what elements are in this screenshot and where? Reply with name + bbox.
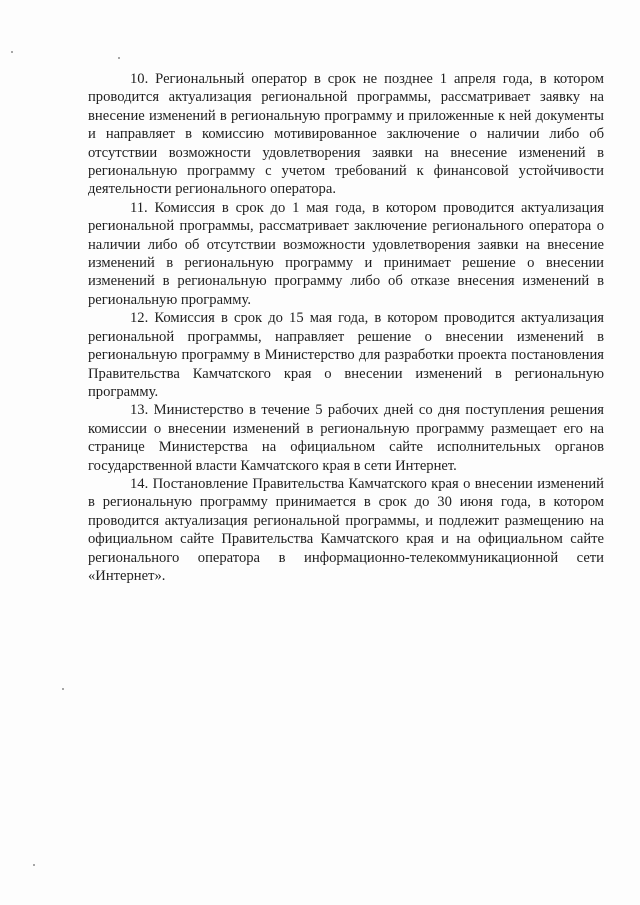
- paragraph-10: 10. Региональный оператор в срок не позднее 1 апреля года, в котором проводится актуализация региональной программы, рассматривает заявку на внесение изменений в региональную программу и приложенные к ней документы и направляет в комиссию мотивированное заключение о наличии либо об отсутствии возможности удовлетворения заявки на внесение изменений в региональную программу с учетом требований к финансовой устойчивости деятельности регионального оператора.: [88, 71, 604, 198]
- scan-speck: [118, 57, 120, 59]
- paragraph-12: 12. Комиссия в срок до 15 мая года, в котором проводится актуализация региональной программы, направляет решение о внесении изменений в региональную программу в Министерство для разработки проекта постановления Правительства Камчатского края о внесении изменений в региональную программу.: [88, 310, 604, 400]
- document-body: [88, 70, 604, 585]
- paragraph-11: 11. Комиссия в срок до 1 мая года, в котором проводится актуализация региональной программы, рассматривает заключение регионального оператора о наличии либо об отсутствии возможности удовлетворения заявки на внесение изменений в региональную программу и принимает решение о внесении изменений в региональную программу либо об отказе внесения изменений в региональную программу.: [88, 199, 604, 308]
- paragraph-14: 14. Постановление Правительства Камчатского края о внесении изменений в региональную программу принимается в срок до 30 июня года, в котором проводится актуализация региональной программы, и подлежит размещению на официальном сайте Правительства Камчатского края и на официальном сайте регионального оператора в информационно-телекоммуникационной сети «Интернет».: [88, 475, 604, 584]
- scan-speck: [11, 51, 13, 53]
- scan-speck: [33, 864, 35, 866]
- scan-speck: [62, 688, 64, 690]
- paragraph-13: 13. Министерство в течение 5 рабочих дней со дня поступления решения комиссии о внесении изменений в региональную программу размещает его на странице Министерства на официальном сайте исполнительных органов государственной власти Камчатского края в сети Интернет.: [88, 402, 604, 474]
